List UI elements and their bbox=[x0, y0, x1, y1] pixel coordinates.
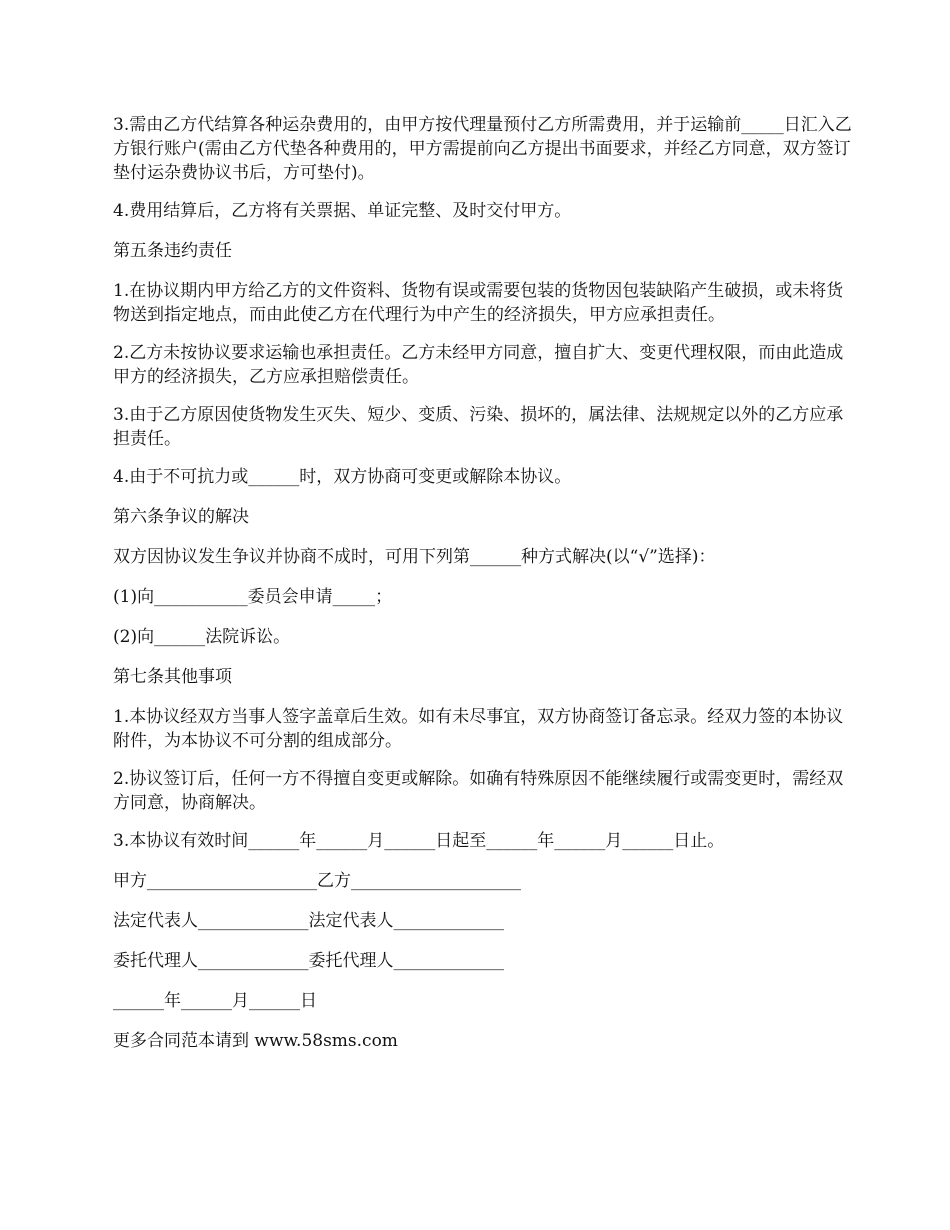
legal-representative-line: 法定代表人_____________法定代表人_____________ bbox=[113, 911, 504, 931]
clause-5-1-paragraph: 1.在协议期内甲方给乙方的文件资料、货物有误或需要包装的货物因包装缺陷产生破损，或未将货物送到指定地点，而由此使乙方在代理行为中产生的经济损失，甲方应承担责任。 bbox=[113, 281, 844, 325]
article-6-heading: 第六条争议的解决 bbox=[113, 507, 249, 527]
clause-7-1-paragraph: 1.本协议经双方当事人签字盖章后生效。如有未尽事宜，双方协商签订备忘录。经双力签的本协议附件，为本协议不可分割的组成部分。 bbox=[113, 707, 844, 751]
authorized-agent-line: 委托代理人_____________委托代理人_____________ bbox=[113, 951, 504, 971]
clause-5-3-paragraph: 3.由于乙方原因使货物发生灭失、短少、变质、污染、损坏的，属法律、法规规定以外的乙方应承担责任。 bbox=[113, 405, 844, 449]
clause-5-4-paragraph: 4.由于不可抗力或______时，双方协商可变更或解除本协议。 bbox=[113, 467, 572, 487]
article-5-heading: 第五条违约责任 bbox=[113, 241, 232, 261]
footer-more-templates: 更多合同范本请到 www.58sms.com bbox=[113, 1031, 398, 1051]
dispute-intro-paragraph: 双方因协议发生争议并协商不成时，可用下列第______种方式解决(以“√”选择)： bbox=[113, 547, 716, 567]
clause-5-2-paragraph: 2.乙方未按协议要求运输也承担责任。乙方未经甲方同意，擅自扩大、变更代理权限，而由此造成甲方的经济损失，乙方应承担赔偿责任。 bbox=[113, 343, 844, 387]
party-signature-line: 甲方____________________乙方____________________ bbox=[113, 871, 521, 891]
dispute-option-1: (1)向___________委员会申请_____； bbox=[113, 587, 393, 607]
clause-4-3-paragraph: 3.需由乙方代结算各种运杂费用的，由甲方按代理量预付乙方所需费用，并于运输前_____日汇入乙方银行账户(需由乙方代垫各种费用的，甲方需提前向乙方提出书面要求，并经乙方同意，双方签订垫付运杂费协议书后，方可垫付)。 bbox=[113, 115, 852, 183]
clause-4-4-paragraph: 4.费用结算后，乙方将有关票据、单证完整、及时交付甲方。 bbox=[113, 201, 572, 221]
clause-7-2-paragraph: 2.协议签订后，任何一方不得擅自变更或解除。如确有特殊原因不能继续履行或需变更时，需经双方同意，协商解决。 bbox=[113, 769, 844, 813]
clause-7-3-paragraph: 3.本协议有效时间______年______月______日起至______年______月______日止。 bbox=[113, 831, 725, 851]
article-7-heading: 第七条其他事项 bbox=[113, 667, 232, 687]
date-line: ______年______月______日 bbox=[113, 991, 317, 1011]
document-body bbox=[113, 113, 853, 1069]
dispute-option-2: (2)向______法院诉讼。 bbox=[113, 627, 291, 647]
